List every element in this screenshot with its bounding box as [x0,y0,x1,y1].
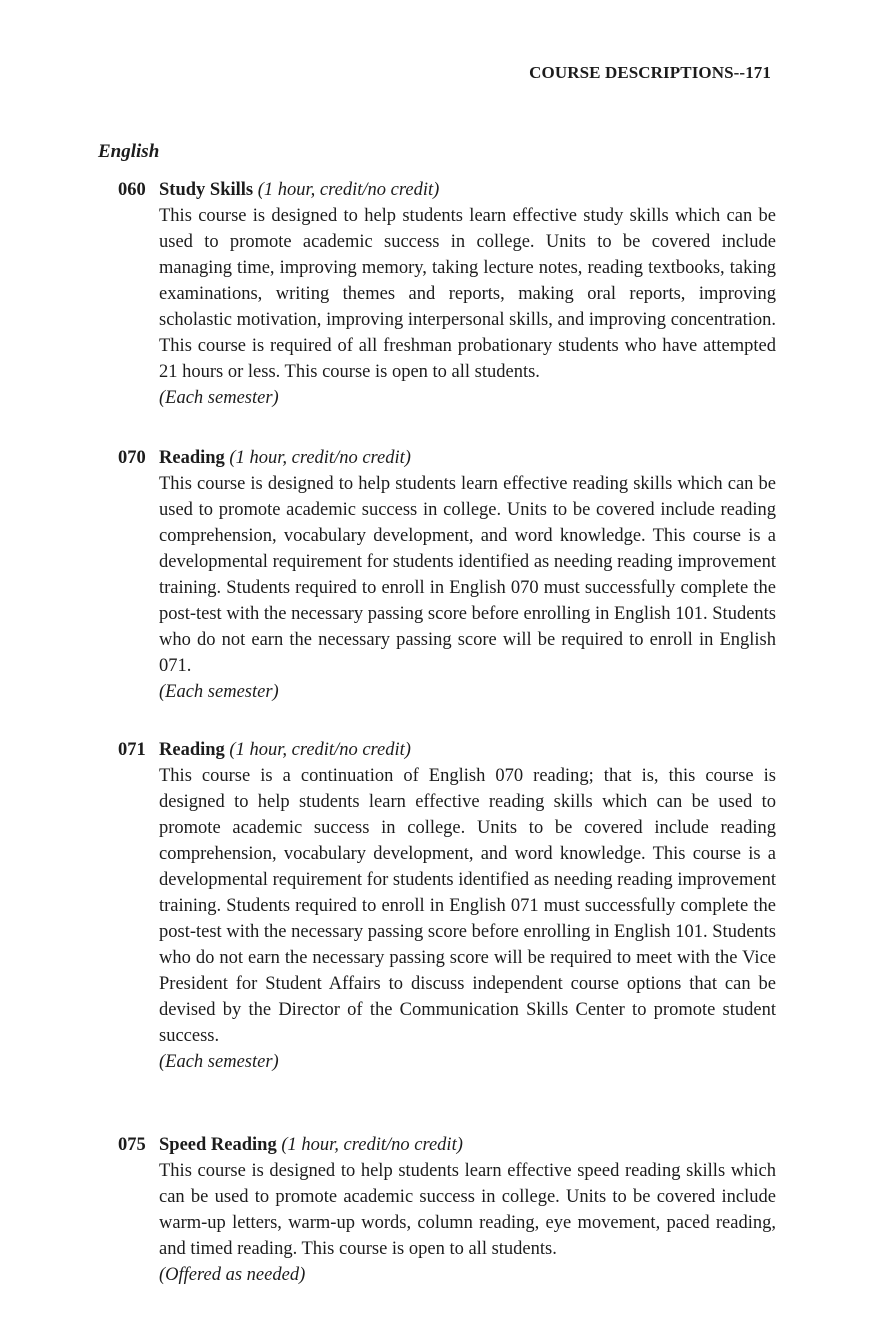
course-heading [118,445,776,471]
course-description: This course is designed to help students learn effective study skills which can be used to promote academic success in college. Units to be covered include managing time, improving memory, taking lecture notes, reading textbooks, taking examinations, writing themes and reports, making oral reports, improving scholastic motivation, improving interpersonal skills, and improving concentration. This course is required of all freshman probationary students who have attempted 21 hours or less. This course is open to all students. [159,206,776,382]
course-number: 075 [118,1135,146,1155]
course-heading [118,177,776,203]
course-title: Study Skills [159,180,254,200]
course-number: 070 [118,448,146,468]
course-description: This course is designed to help students learn effective reading skills which can be used to promote academic success in college. Units to be covered include reading comprehension, vocabulary development, and word knowledge. This course is a developmental requirement for students identified as needing reading improvement training. Students required to enroll in English 070 must successfully complete the post-test with the necessary passing score before enrolling in English 101. Students who do not earn the necessary passing score will be required to enroll in English 071. [159,474,776,676]
course-title: Reading [159,448,225,468]
course-number: 060 [118,180,146,200]
course-entry [118,445,776,705]
course-title: Reading [159,740,225,760]
course-offered: (Each semester) [159,682,279,702]
course-offered: (Each semester) [159,388,279,408]
course-credit: (1 hour, credit/no credit) [281,1135,463,1155]
course-entry [118,1132,776,1288]
course-offered: (Offered as needed) [159,1265,306,1285]
course-heading [118,737,776,763]
section-title: English [98,141,160,162]
course-description: This course is designed to help students learn effective speed reading skills which can be used to promote academic success in college. Units to be covered include warm-up letters, warm-up words, column reading, eye movement, paced reading, and timed reading. This course is open to all students. [159,1161,776,1259]
course-offered: (Each semester) [159,1052,279,1072]
course-heading [118,1132,776,1158]
course-credit: (1 hour, credit/no credit) [257,180,440,200]
course-credit: (1 hour, credit/no credit) [229,448,411,468]
course-title: Speed Reading [159,1135,277,1155]
course-number: 071 [118,740,146,760]
course-entry [118,177,776,411]
course-description: This course is a continuation of English 070 reading; that is, this course is designed to help students learn effective reading skills which can be used to promote academic success in college. Units to be covered include reading comprehension, vocabulary development, and word knowledge. This course is a developmental requirement for students identified as needing reading improvement training. Students required to enroll in English 071 must successfully complete the post-test with the necessary passing score before enrolling in English 101. Students who do not earn the necessary passing score will be required to meet with the Vice President for Student Affairs to discuss independent course options that can be devised by the Director of the Communication Skills Center to promote student success. [159,766,776,1046]
course-credit: (1 hour, credit/no credit) [229,740,411,760]
running-header: COURSE DESCRIPTIONS--171 [529,63,771,82]
course-entry [118,737,776,1075]
